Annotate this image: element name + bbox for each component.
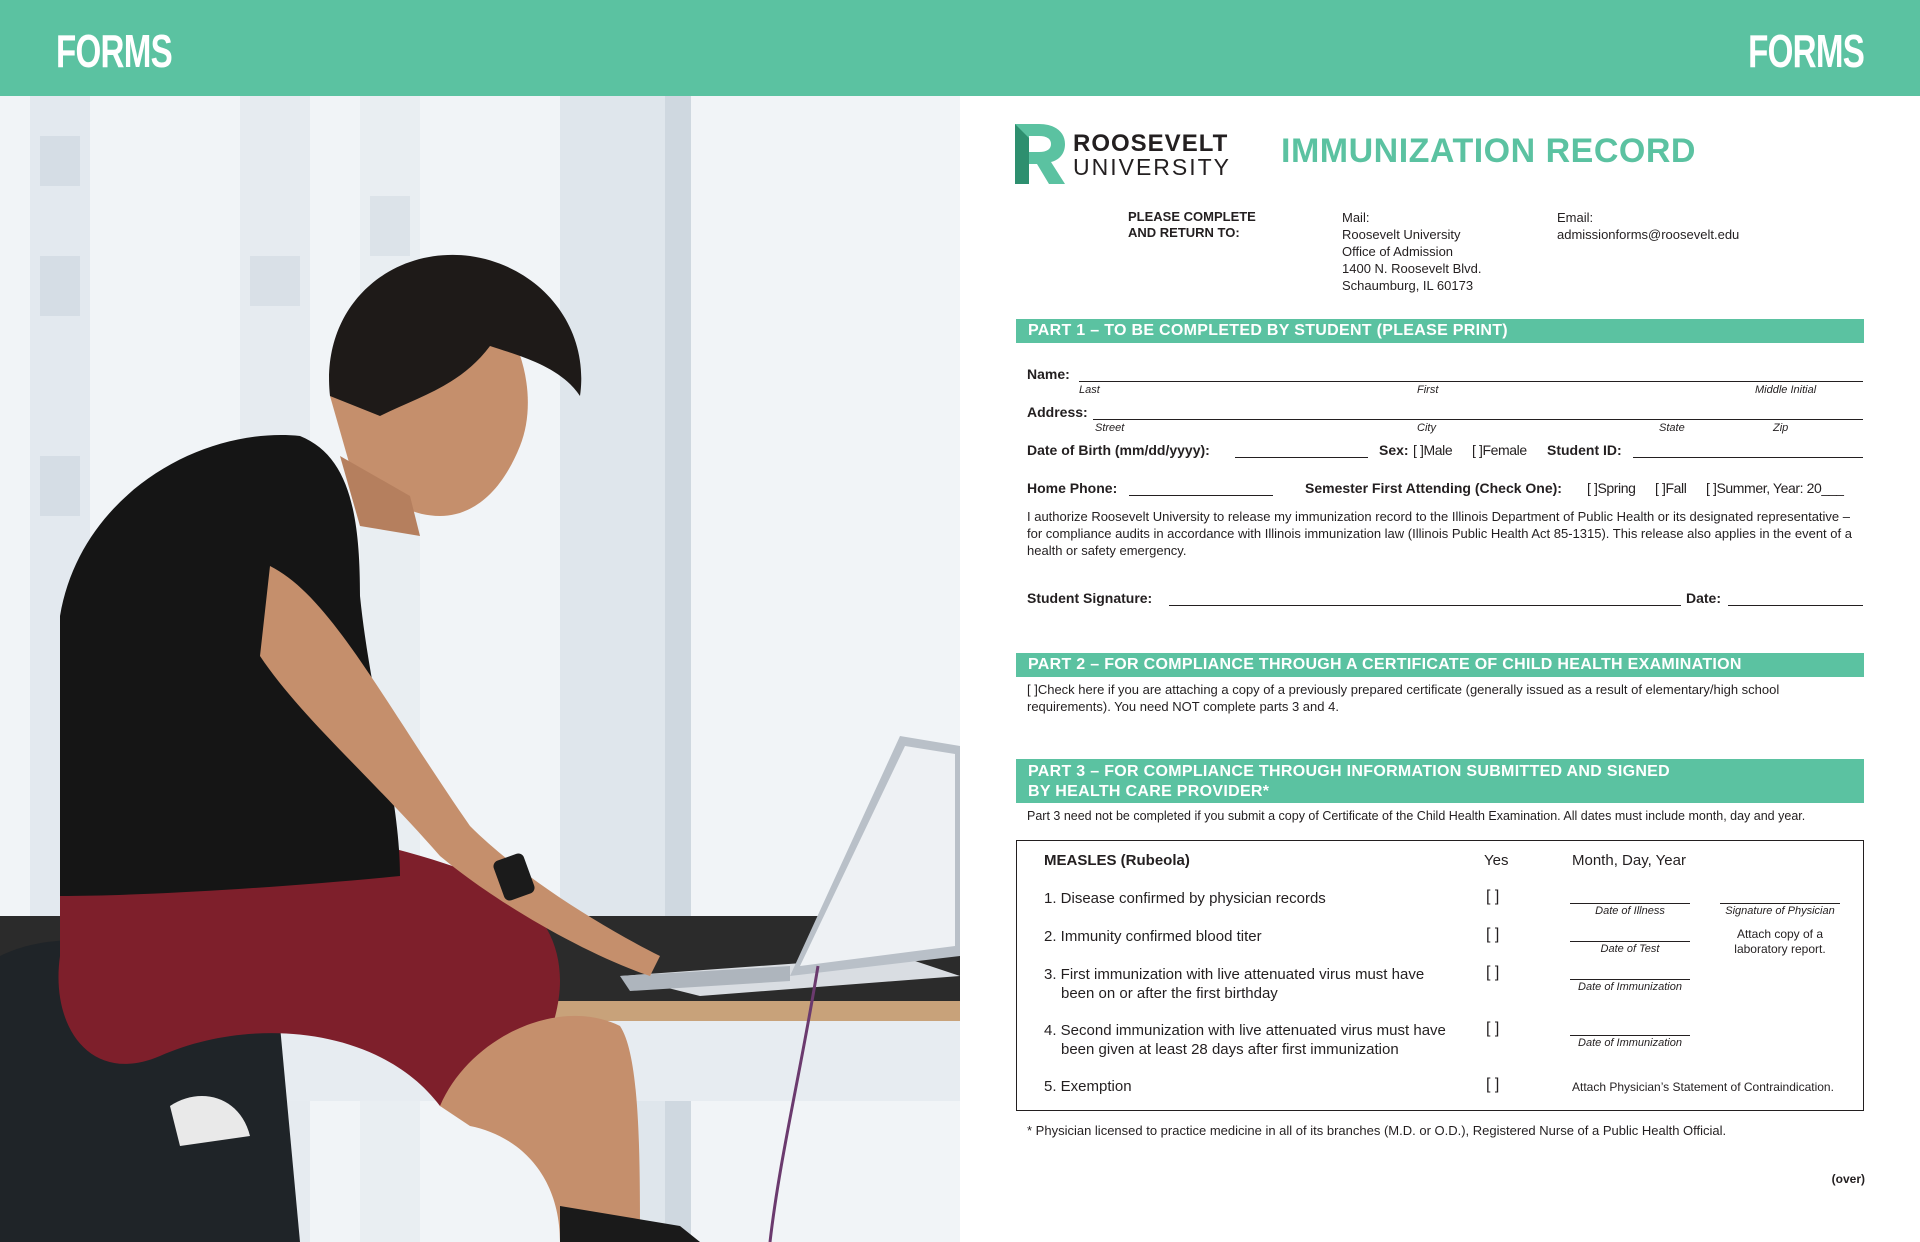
part2-heading: PART 2 – FOR COMPLIANCE THROUGH A CERTIFICATE OF CHILD HEALTH EXAMINATION <box>1016 653 1864 677</box>
mail-line: 1400 N. Roosevelt Blvd. <box>1342 261 1482 276</box>
email-line: admissionforms@roosevelt.edu <box>1557 227 1740 242</box>
lab-report-note-line1: Attach copy of a <box>1736 927 1824 941</box>
physician-signature-caption: Signature of Physician <box>1725 905 1835 917</box>
form-title: IMMUNIZATION RECORD <box>1281 132 1696 170</box>
address-sub-street: Street <box>1095 422 1125 434</box>
student-id-field[interactable] <box>1633 457 1863 458</box>
mail-address <box>1342 209 1481 294</box>
sex-label: Sex: <box>1379 442 1409 458</box>
address-sub-city: City <box>1417 422 1436 434</box>
student-signature-field[interactable] <box>1169 605 1681 606</box>
dob-label: Date of Birth (mm/dd/yyyy): <box>1027 442 1210 458</box>
measles-item-5-checkbox[interactable]: [ ] <box>1486 1076 1500 1093</box>
semester-summer-checkbox[interactable]: [ ]Summer, Year: 20___ <box>1706 480 1844 496</box>
measles-item-4-line1: 4. Second immunization with live attenuated virus must have <box>1044 1022 1446 1039</box>
measles-item-1: 1. Disease confirmed by physician records <box>1044 890 1326 907</box>
semester-fall-checkbox[interactable]: [ ]Fall <box>1655 480 1687 496</box>
part3-note: Part 3 need not be completed if you submit a copy of Certificate of the Child Health Examination. All dates must include month, day and year. <box>1027 809 1806 823</box>
name-sub-first: First <box>1417 384 1439 396</box>
measles-title: MEASLES (Rubeola) <box>1044 852 1190 869</box>
section-tag-left: FORMS <box>56 25 172 77</box>
roosevelt-logo <box>1015 124 1245 186</box>
student-id-label: Student ID: <box>1547 442 1622 458</box>
address-label: Address: <box>1027 404 1088 420</box>
exemption-note: Attach Physician’s Statement of Contraindication. <box>1572 1080 1834 1094</box>
address-sub-state: State <box>1659 422 1685 434</box>
return-label-line1: PLEASE COMPLETE <box>1128 209 1256 224</box>
part3-heading <box>1016 759 1864 803</box>
measles-item-4 <box>1044 1021 1446 1059</box>
measles-item-3-checkbox[interactable]: [ ] <box>1486 964 1500 981</box>
page-over-note: (over) <box>1831 1172 1865 1186</box>
student-signature-label: Student Signature: <box>1027 590 1153 606</box>
header-band <box>0 0 1920 96</box>
name-sub-last: Last <box>1079 384 1100 396</box>
mail-line: Mail: <box>1342 210 1370 225</box>
physician-footnote: * Physician licensed to practice medicine in all of its branches (M.D. or O.D.), Registered Nurse of a Public Health Official. <box>1027 1123 1727 1138</box>
logo-text-university: UNIVERSITY <box>1073 154 1232 180</box>
lab-report-note-line2: laboratory report. <box>1734 942 1826 956</box>
date-of-illness-caption: Date of Illness <box>1595 905 1665 917</box>
roosevelt-r-logo-icon <box>1015 124 1067 184</box>
return-label-line2: AND RETURN TO: <box>1128 225 1240 240</box>
part2-certificate-checkbox-text[interactable]: [ ]Check here if you are attaching a copy of a previously prepared certificate (generally issued as a result of elementary/high school requirements). You need NOT complete parts 3 and 4. <box>1027 682 1780 714</box>
home-phone-label: Home Phone: <box>1027 480 1118 496</box>
student-photo-illustration <box>0 96 960 1242</box>
name-sub-middle-initial: Middle Initial <box>1755 384 1817 396</box>
measles-item-3 <box>1044 965 1424 1003</box>
semester-spring-checkbox[interactable]: [ ]Spring <box>1587 480 1636 496</box>
measles-item-4-line2: been given at least 28 days after first immunization <box>1061 1041 1399 1058</box>
logo-text-roosevelt: ROOSEVELT <box>1073 130 1229 157</box>
lab-report-note <box>1720 927 1840 957</box>
measles-item-2-checkbox[interactable]: [ ] <box>1486 926 1500 943</box>
physician-signature-field[interactable] <box>1720 903 1840 904</box>
name-field[interactable] <box>1079 381 1863 382</box>
measles-item-3-line1: 3. First immunization with live attenuated virus must have <box>1044 966 1425 983</box>
email-line: Email: <box>1557 210 1594 225</box>
authorization-text: I authorize Roosevelt University to release my immunization record to the Illinois Department of Public Health or its designated representative – for compliance audits in accordance with Illinois immunization law (Illinois Public Health Act 85-1315). This release also applies in the event of a health or safety emergency. <box>1027 509 1852 558</box>
first-immunization-date-field[interactable] <box>1570 979 1690 980</box>
return-label <box>1128 209 1288 241</box>
part3-heading-line2: BY HEALTH CARE PROVIDER* <box>1028 783 1270 800</box>
date-of-illness-field[interactable] <box>1570 903 1690 904</box>
address-sub-zip: Zip <box>1773 422 1789 434</box>
signature-date-field[interactable] <box>1728 605 1863 606</box>
mail-line: Schaumburg, IL 60173 <box>1342 278 1474 293</box>
section-tag-right: FORMS <box>1748 25 1864 77</box>
signature-date-label: Date: <box>1686 590 1722 606</box>
name-label: Name: <box>1027 366 1070 382</box>
immunization-form <box>1015 96 1865 1242</box>
email-address <box>1557 209 1739 243</box>
date-of-test-field[interactable] <box>1570 941 1690 942</box>
part3-heading-line1: PART 3 – FOR COMPLIANCE THROUGH INFORMATION SUBMITTED AND SIGNED <box>1028 763 1671 780</box>
mail-line: Office of Admission <box>1342 244 1454 259</box>
second-immunization-date-caption: Date of Immunization <box>1578 1037 1682 1049</box>
date-of-test-caption: Date of Test <box>1600 943 1660 955</box>
measles-table <box>1016 840 1864 1111</box>
measles-item-3-line2: been on or after the first birthday <box>1061 985 1278 1002</box>
part1-heading: PART 1 – TO BE COMPLETED BY STUDENT (PLEASE PRINT) <box>1016 319 1864 343</box>
sex-male-checkbox[interactable]: [ ]Male <box>1413 442 1453 458</box>
address-field[interactable] <box>1093 419 1863 420</box>
measles-item-5: 5. Exemption <box>1044 1078 1132 1095</box>
semester-label: Semester First Attending (Check One): <box>1305 480 1562 496</box>
mail-line: Roosevelt University <box>1342 227 1461 242</box>
measles-item-4-checkbox[interactable]: [ ] <box>1486 1020 1500 1037</box>
dob-field[interactable] <box>1235 457 1368 458</box>
column-yes: Yes <box>1484 852 1509 869</box>
column-date: Month, Day, Year <box>1572 852 1686 869</box>
home-phone-field[interactable] <box>1129 495 1273 496</box>
sex-female-checkbox[interactable]: [ ]Female <box>1472 442 1527 458</box>
student-photo <box>0 96 960 1242</box>
measles-item-1-checkbox[interactable]: [ ] <box>1486 888 1500 905</box>
measles-item-2: 2. Immunity confirmed blood titer <box>1044 928 1262 945</box>
first-immunization-date-caption: Date of Immunization <box>1578 981 1682 993</box>
second-immunization-date-field[interactable] <box>1570 1035 1690 1036</box>
